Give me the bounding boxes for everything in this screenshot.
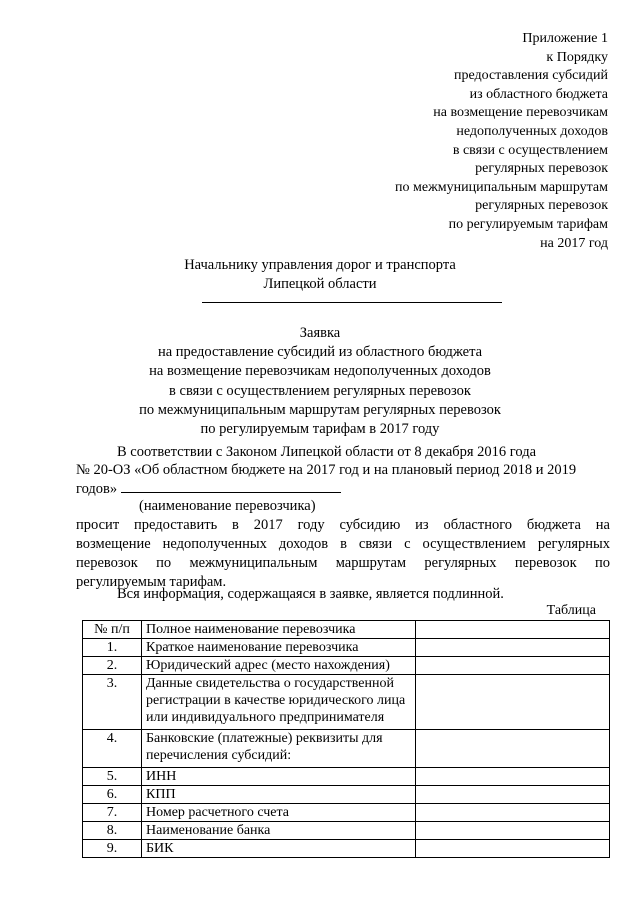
table-row <box>83 675 610 730</box>
appendix-line: из областного бюджета <box>469 86 608 102</box>
row-label: БИК <box>142 840 416 858</box>
table-row <box>83 768 610 786</box>
row-number: 4. <box>83 730 142 768</box>
appendix-line: по межмуниципальным маршрутам <box>395 179 608 195</box>
carrier-name-blank[interactable] <box>121 481 341 493</box>
blank-field-line <box>76 480 610 499</box>
row-value-cell[interactable] <box>416 840 610 858</box>
row-value-cell[interactable] <box>416 657 610 675</box>
body-line: регулируемым тарифам. <box>76 574 227 590</box>
table-row <box>83 730 610 768</box>
row-number: 1. <box>83 639 142 657</box>
appendix-line: предоставления субсидий <box>453 68 608 84</box>
body-line: В соответствии с Законом Липецкой области от 8 декабря 2016 года <box>117 444 537 460</box>
row-value-cell[interactable] <box>416 768 610 786</box>
row-label: Полное наименование перевозчика <box>142 621 416 639</box>
body-line: возмещение недополученных доходов в связи с осуществлением регулярных <box>76 536 610 552</box>
row-value-cell[interactable] <box>416 730 610 768</box>
row-value-cell[interactable] <box>416 786 610 804</box>
row-number: 6. <box>83 786 142 804</box>
appendix-header <box>395 30 608 253</box>
body-line: перевозок по межмуниципальным маршрутам регулярных перевозок по <box>76 555 610 571</box>
row-number: № п/п <box>83 621 142 639</box>
appendix-line: регулярных перевозок <box>475 198 608 214</box>
row-number: 9. <box>83 840 142 858</box>
row-label: Банковские (платежные) реквизиты для перечисления субсидий: <box>142 730 416 768</box>
row-value-cell[interactable] <box>416 621 610 639</box>
row-label: Краткое наименование перевозчика <box>142 639 416 657</box>
title-line: Заявка <box>299 325 341 341</box>
title-line: по регулируемым тарифам в 2017 году <box>200 421 440 438</box>
row-number: 7. <box>83 804 142 822</box>
row-number: 8. <box>83 822 142 840</box>
appendix-line: регулярных перевозок <box>475 161 608 177</box>
title-line: по межмуниципальным маршрутам регулярных перевозок <box>139 401 501 418</box>
appendix-line: недополученных доходов <box>456 123 608 139</box>
row-label: ИНН <box>142 768 416 786</box>
body-line: годов» <box>76 481 118 497</box>
row-label: Номер расчетного счета <box>142 804 416 822</box>
row-label: Наименование банка <box>142 822 416 840</box>
row-label: Юридический адрес (место нахождения) <box>142 657 416 675</box>
addressee-line: Липецкой области <box>263 276 377 292</box>
table-row <box>83 621 610 639</box>
table-row <box>83 804 610 822</box>
table-caption: Таблица <box>546 603 596 618</box>
carrier-info-table <box>82 620 610 858</box>
appendix-line: на 2017 год <box>540 235 608 251</box>
appendix-line: Приложение 1 <box>522 31 608 46</box>
title-line: на предоставление субсидий из областного бюджета <box>157 344 483 361</box>
row-number: 3. <box>83 675 142 730</box>
row-value-cell[interactable] <box>416 822 610 840</box>
row-value-cell[interactable] <box>416 675 610 730</box>
appendix-line: к Порядку <box>546 49 608 65</box>
appendix-line: в связи с осуществлением <box>452 142 608 158</box>
table-row <box>83 822 610 840</box>
appendix-line: на возмещение перевозчикам <box>433 105 608 121</box>
signature-rule <box>202 302 502 303</box>
addressee-block <box>0 256 640 294</box>
title-line: в связи с осуществлением регулярных перевозок <box>169 382 471 399</box>
document-title <box>0 324 640 439</box>
table-row <box>83 639 610 657</box>
body-line: № 20-ОЗ «Об областном бюджете на 2017 год и на плановый период 2018 и 2019 <box>76 462 577 478</box>
table-row <box>83 657 610 675</box>
authenticity-statement: Вся информация, содержащаяся в заявке, является подлинной. <box>117 586 504 602</box>
request-paragraph <box>76 516 610 592</box>
body-line: просит предоставить в 2017 году субсидию из областного бюджета на <box>76 517 610 533</box>
row-value-cell[interactable] <box>416 804 610 822</box>
title-line: на возмещение перевозчикам недополученных доходов <box>149 363 491 380</box>
row-number: 5. <box>83 768 142 786</box>
row-number: 2. <box>83 657 142 675</box>
row-label: Данные свидетельства о государственной регистрации в качестве юридического лица или индивидуального предпринимателя <box>142 675 416 730</box>
appendix-line: по регулируемым тарифам <box>448 216 608 232</box>
blank-hint: (наименование перевозчика) <box>139 498 316 514</box>
table-row <box>83 786 610 804</box>
row-value-cell[interactable] <box>416 639 610 657</box>
table-row <box>83 840 610 858</box>
row-label: КПП <box>142 786 416 804</box>
addressee-line: Начальнику управления дорог и транспорта <box>184 257 456 273</box>
body-paragraph <box>76 461 610 499</box>
